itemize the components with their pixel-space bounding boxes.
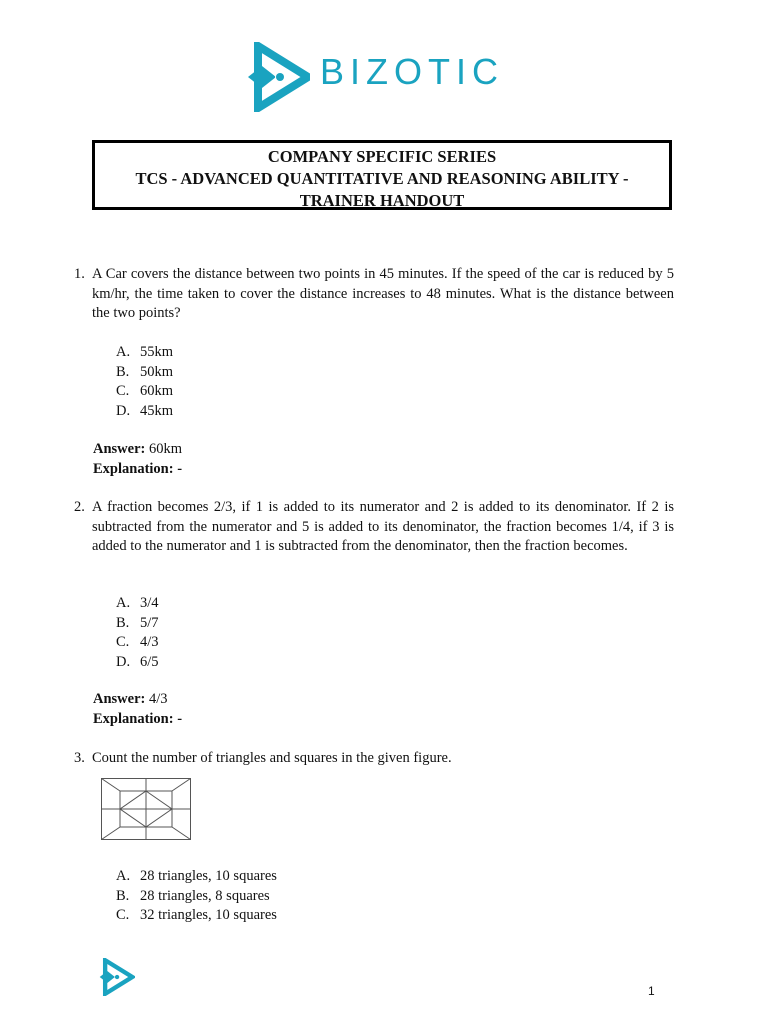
- question-number: 3.: [74, 750, 85, 766]
- option: B. 50km: [116, 363, 174, 380]
- option: D. 6/5: [116, 653, 159, 670]
- question-3-options: [116, 867, 277, 926]
- title-line-1: COMPANY SPECIFIC SERIES: [267, 147, 497, 166]
- question-text: Count the number of triangles and squares in the given figure.: [92, 750, 452, 766]
- option: D. 45km: [116, 402, 174, 419]
- option: C. 4/3: [116, 634, 159, 650]
- title-line-3: TRAINER HANDOUT: [299, 191, 465, 210]
- question-1-answer: Answer: 60km Explanation: -: [93, 441, 183, 477]
- title-line-2: TCS - ADVANCED QUANTITATIVE AND REASONING ABILITY -: [135, 169, 629, 188]
- question-number: 1.: [74, 266, 85, 282]
- question-number: 2.: [74, 499, 85, 515]
- question-2: [74, 498, 674, 557]
- question-3: [74, 749, 674, 769]
- question-2-answer: Answer: 4/3 Explanation: -: [93, 691, 183, 727]
- option: C. 32 triangles, 10 squares: [116, 907, 277, 923]
- bizotic-logo-icon: [246, 42, 310, 112]
- option: B. 5/7: [116, 614, 159, 631]
- question-text: A Car covers the distance between two points in 45 minutes. If the speed of the car is reduced by 5 km/hr, the time taken to cover the distance increases to 48 minutes. What is the distance between the two points?: [92, 266, 674, 321]
- option: A. 3/4: [116, 595, 159, 611]
- footer-logo-icon: [97, 958, 135, 996]
- triangles-squares-figure: [101, 778, 191, 840]
- question-1-options: [116, 343, 173, 421]
- brand-name: BIZOTIC: [320, 51, 504, 92]
- question-2-options: [116, 594, 159, 672]
- brand-logo: [246, 40, 526, 120]
- question-1: [74, 265, 674, 324]
- question-text: A fraction becomes 2/3, if 1 is added to its numerator and 2 is added to its denominator. If 2 is subtracted from the numerator and 5 is added to its denominator, the fraction becomes 1/4, if 3 is added to the numerator and 1 is subtracted from the denominator, then the fraction becomes.: [92, 499, 674, 554]
- document-title-box: [92, 140, 672, 210]
- option: A. 55km: [116, 344, 174, 360]
- page-number: 1: [648, 984, 655, 998]
- option: C. 60km: [116, 383, 174, 399]
- option: B. 28 triangles, 8 squares: [116, 887, 270, 904]
- option: A. 28 triangles, 10 squares: [116, 868, 277, 884]
